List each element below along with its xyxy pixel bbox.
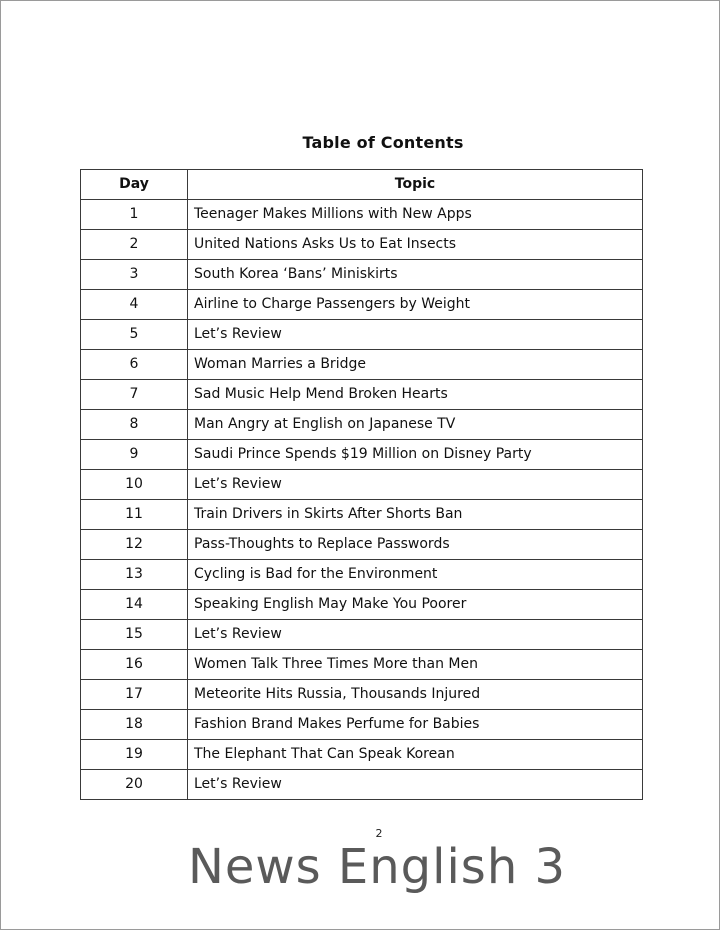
day-cell: 9 — [81, 440, 188, 470]
table-row — [81, 470, 643, 500]
topic-cell: Airline to Charge Passengers by Weight — [188, 290, 643, 320]
topic-cell: Women Talk Three Times More than Men — [188, 650, 643, 680]
topic-cell: Speaking English May Make You Poorer — [188, 590, 643, 620]
table-row — [81, 590, 643, 620]
table-row — [81, 620, 643, 650]
table-header-row — [81, 170, 643, 200]
day-cell: 4 — [81, 290, 188, 320]
table-row — [81, 680, 643, 710]
column-header-day: Day — [81, 170, 188, 200]
day-cell: 17 — [81, 680, 188, 710]
topic-cell: Train Drivers in Skirts After Shorts Ban — [188, 500, 643, 530]
topic-cell: Let’s Review — [188, 470, 643, 500]
topic-cell: The Elephant That Can Speak Korean — [188, 740, 643, 770]
page-number: 2 — [375, 827, 383, 840]
table-row — [81, 770, 643, 800]
topic-cell: Let’s Review — [188, 770, 643, 800]
table-row — [81, 350, 643, 380]
day-cell: 20 — [81, 770, 188, 800]
day-cell: 16 — [81, 650, 188, 680]
table-row — [81, 440, 643, 470]
table-row — [81, 260, 643, 290]
topic-cell: Let’s Review — [188, 620, 643, 650]
day-cell: 19 — [81, 740, 188, 770]
table-row — [81, 320, 643, 350]
day-cell: 3 — [81, 260, 188, 290]
topic-cell: Sad Music Help Mend Broken Hearts — [188, 380, 643, 410]
table-row — [81, 710, 643, 740]
day-cell: 15 — [81, 620, 188, 650]
day-cell: 6 — [81, 350, 188, 380]
topic-cell: Let’s Review — [188, 320, 643, 350]
table-row — [81, 410, 643, 440]
day-cell: 13 — [81, 560, 188, 590]
topic-cell: Fashion Brand Makes Perfume for Babies — [188, 710, 643, 740]
day-cell: 5 — [81, 320, 188, 350]
topic-cell: Meteorite Hits Russia, Thousands Injured — [188, 680, 643, 710]
table-row — [81, 380, 643, 410]
day-cell: 1 — [81, 200, 188, 230]
table-row — [81, 230, 643, 260]
day-cell: 8 — [81, 410, 188, 440]
day-cell: 18 — [81, 710, 188, 740]
topic-cell: Pass-Thoughts to Replace Passwords — [188, 530, 643, 560]
column-header-topic: Topic — [188, 170, 643, 200]
day-cell: 2 — [81, 230, 188, 260]
day-cell: 10 — [81, 470, 188, 500]
table-row — [81, 740, 643, 770]
table-row — [81, 200, 643, 230]
day-cell: 11 — [81, 500, 188, 530]
table-row — [81, 650, 643, 680]
table-row — [81, 560, 643, 590]
table-row — [81, 500, 643, 530]
page-title: Table of Contents — [302, 133, 464, 152]
topic-cell: Teenager Makes Millions with New Apps — [188, 200, 643, 230]
table-row — [81, 530, 643, 560]
topic-cell: United Nations Asks Us to Eat Insects — [188, 230, 643, 260]
topic-cell: Woman Marries a Bridge — [188, 350, 643, 380]
table-row — [81, 290, 643, 320]
table-of-contents — [80, 169, 643, 800]
footer-brand-title: News English 3 — [187, 839, 567, 895]
day-cell: 14 — [81, 590, 188, 620]
day-cell: 12 — [81, 530, 188, 560]
topic-cell: Cycling is Bad for the Environment — [188, 560, 643, 590]
topic-cell: Man Angry at English on Japanese TV — [188, 410, 643, 440]
day-cell: 7 — [81, 380, 188, 410]
topic-cell: South Korea ‘Bans’ Miniskirts — [188, 260, 643, 290]
topic-cell: Saudi Prince Spends $19 Million on Disney Party — [188, 440, 643, 470]
